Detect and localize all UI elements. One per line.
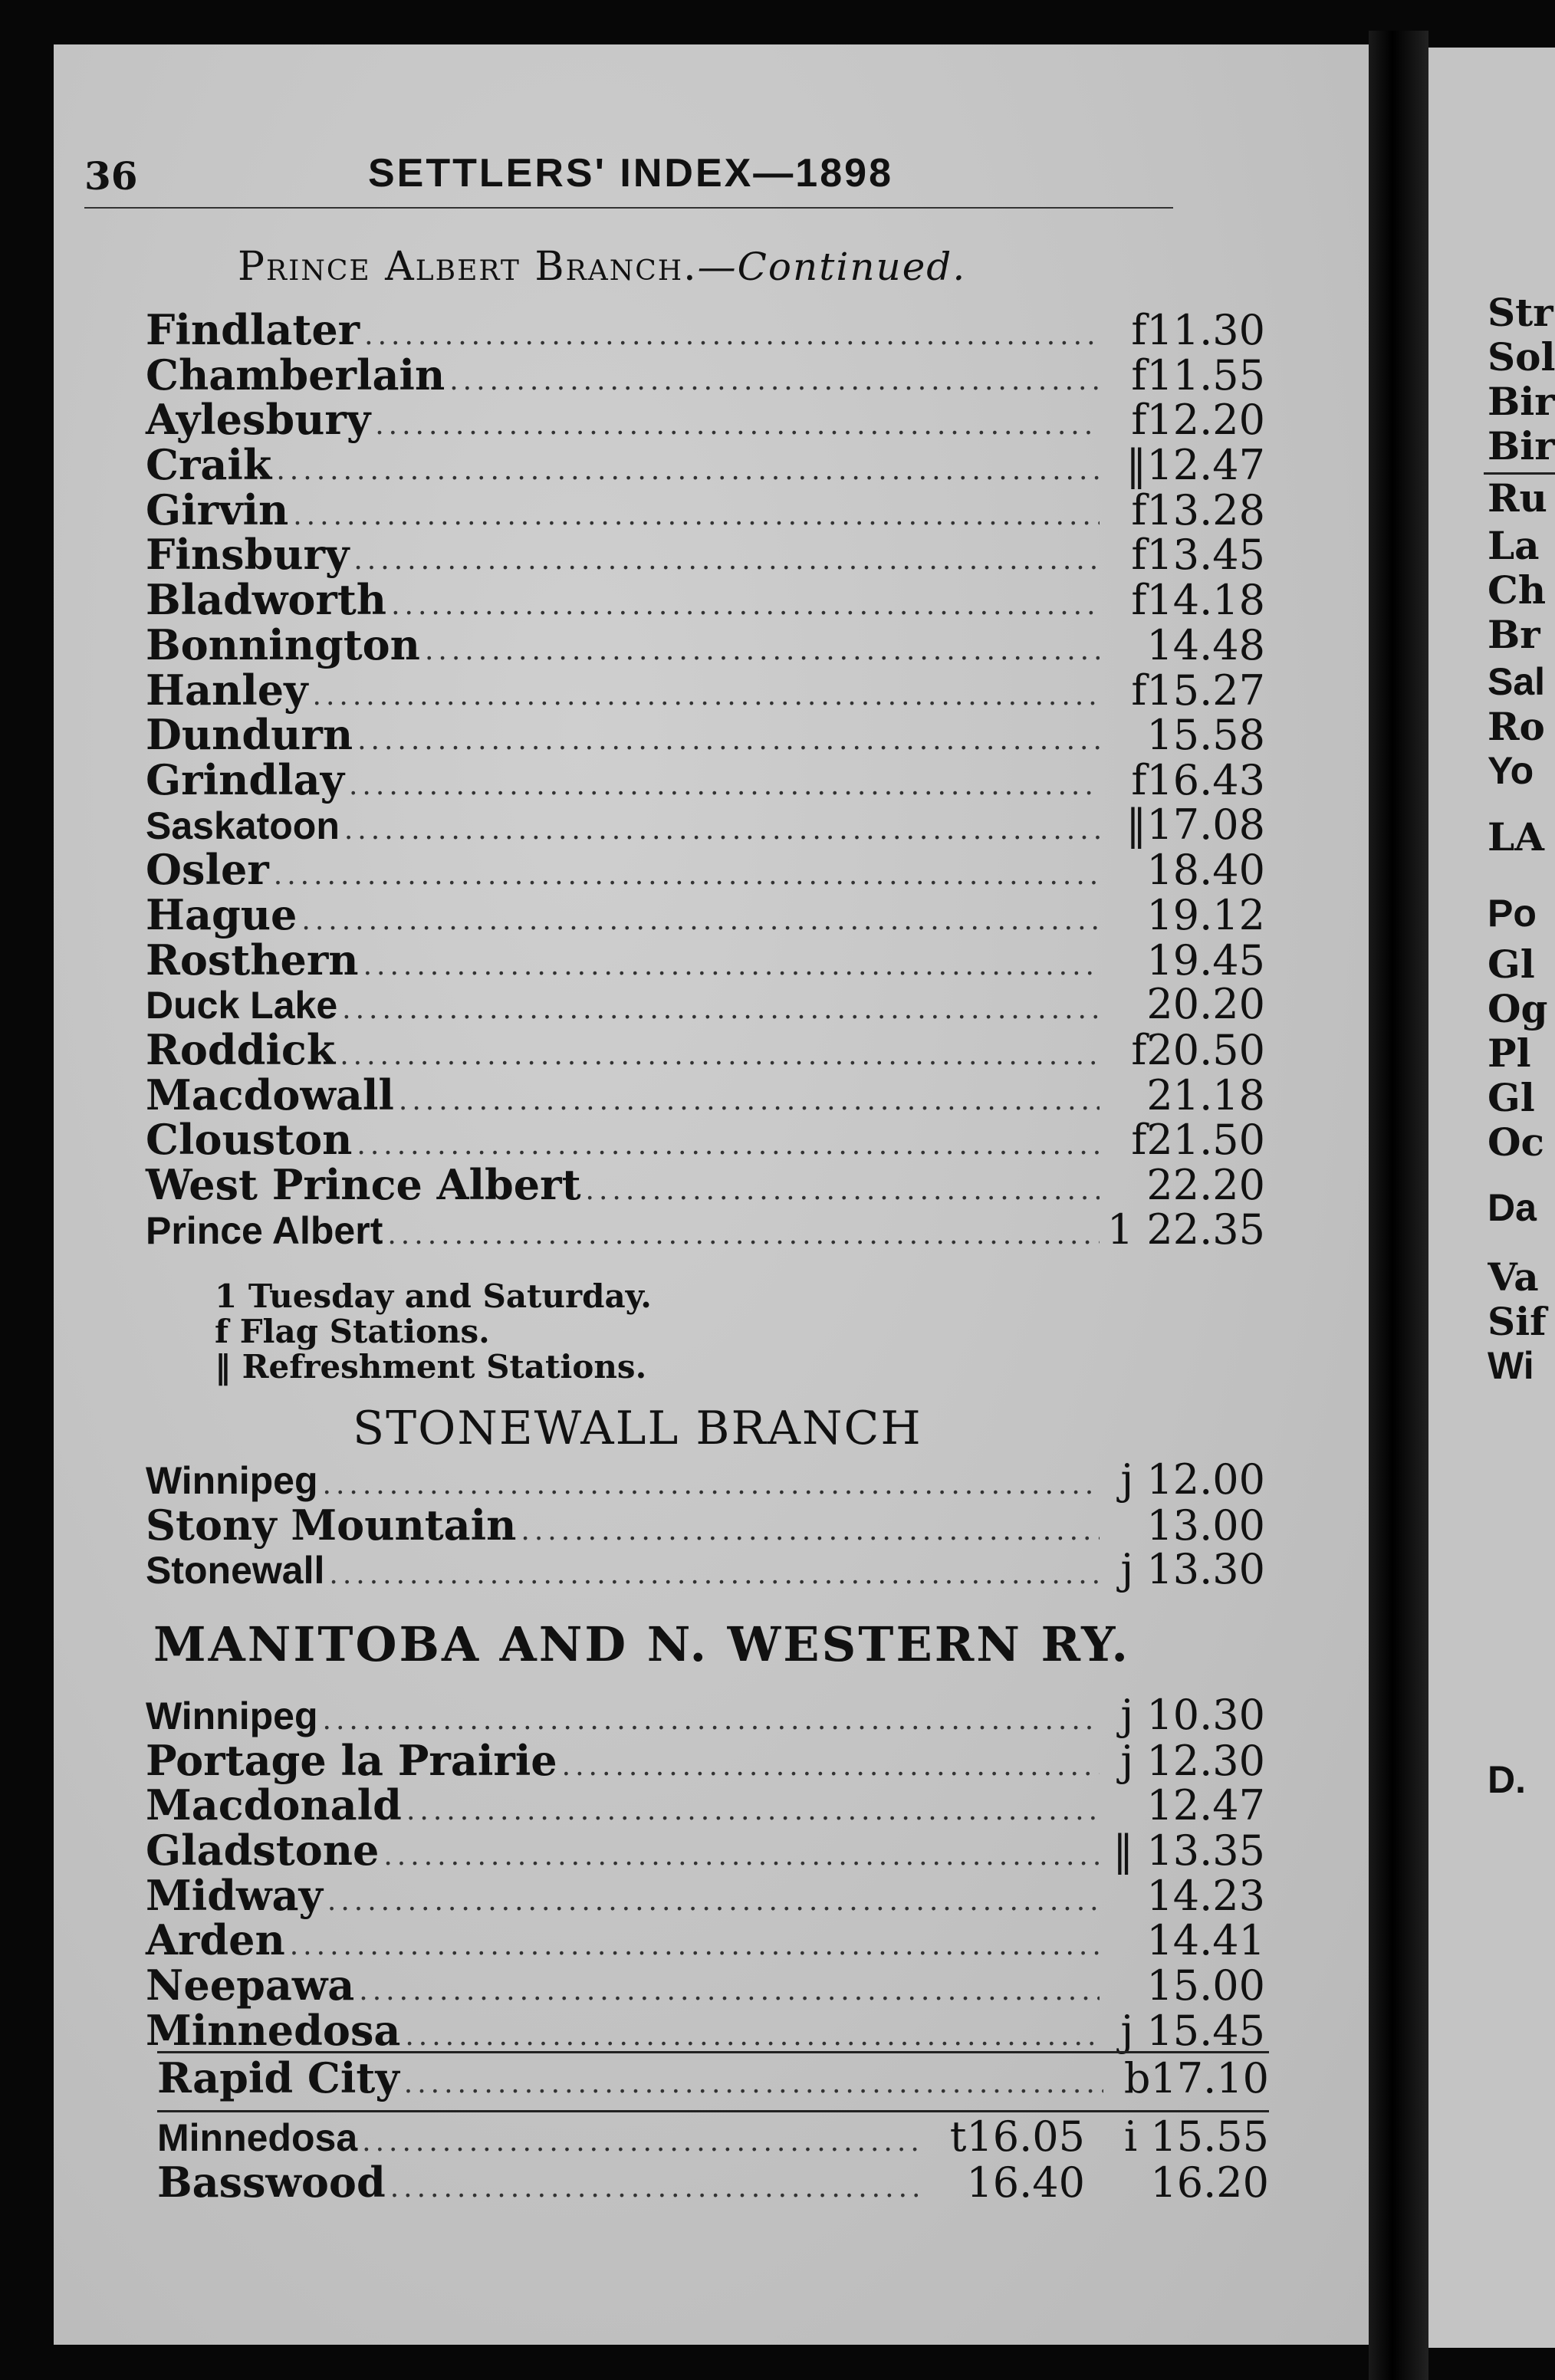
leader-dots — [391, 590, 1100, 621]
leader-dots — [383, 1840, 1100, 1872]
station-time: 14.23 — [1146, 1871, 1265, 1920]
table-row — [146, 1455, 1265, 1504]
stonewall-timetable — [146, 1455, 1265, 1594]
station-name: Bladworth — [146, 575, 387, 625]
station-name: Saskatoon — [146, 804, 340, 847]
prince-albert-title-italic: —Continued. — [697, 245, 967, 289]
table-row — [146, 845, 1265, 895]
station-name: Finsbury — [146, 530, 350, 580]
leader-dots — [357, 725, 1100, 756]
station-time: 1 22.35 — [1106, 1205, 1265, 1254]
station-time: f13.28 — [1131, 485, 1265, 534]
station-name: Prince Albert — [146, 1208, 383, 1252]
table-row — [146, 665, 1265, 715]
table-row — [146, 440, 1265, 490]
leader-dots — [521, 1515, 1100, 1547]
leader-dots — [399, 1085, 1100, 1116]
station-name: Aylesbury — [146, 395, 371, 445]
facing-page-fragment: Br — [1488, 612, 1540, 657]
station-time: j 12.30 — [1120, 1736, 1265, 1785]
station-name: Stony Mountain — [146, 1500, 517, 1550]
manitoba-timetable — [146, 1691, 1265, 2055]
table-row — [157, 2157, 1269, 2207]
table-row — [146, 485, 1265, 534]
station-name: Basswood — [157, 2157, 386, 2207]
leader-dots — [353, 544, 1100, 576]
facing-page-fragment: Da — [1488, 1186, 1537, 1229]
leader-dots — [449, 365, 1100, 396]
station-time: 18.40 — [1146, 846, 1265, 895]
station-time: 15.58 — [1146, 711, 1265, 760]
facing-page-fragment: Pl — [1488, 1031, 1531, 1076]
leader-dots — [323, 1469, 1100, 1501]
station-time: f14.18 — [1131, 576, 1265, 625]
station-name: Osler — [146, 845, 269, 895]
leader-dots — [313, 680, 1100, 712]
station-time: j 10.30 — [1120, 1691, 1265, 1739]
leader-dots — [349, 770, 1100, 801]
table-row — [146, 305, 1265, 354]
prince-albert-title — [238, 244, 966, 290]
facing-page-fragment: Yo — [1488, 749, 1534, 792]
footnote: ‖ Refreshment Stations. — [215, 1348, 647, 1386]
table-row — [157, 2051, 1269, 2102]
station-time: 14.48 — [1146, 620, 1265, 669]
station-name: Grindlay — [146, 754, 344, 804]
station-name: Minnedosa — [146, 2005, 401, 2055]
footnotes — [215, 1279, 652, 1385]
leader-dots — [301, 905, 1100, 936]
table-row — [146, 1160, 1265, 1210]
leader-dots — [363, 950, 1100, 981]
leader-dots — [375, 409, 1100, 441]
leader-dots — [293, 500, 1100, 531]
footnote: f Flag Stations. — [215, 1313, 490, 1350]
facing-page-fragment: Po — [1488, 892, 1537, 935]
leader-dots — [405, 2020, 1100, 2052]
facing-page-fragment: Gl — [1488, 942, 1535, 987]
facing-page-fragment: LA — [1488, 814, 1544, 860]
facing-page-fragment: Oc — [1488, 1119, 1544, 1165]
leader-dots — [425, 635, 1100, 666]
table-row — [146, 935, 1265, 985]
station-name: Clouston — [146, 1115, 353, 1165]
table-row — [146, 710, 1265, 760]
table-row — [146, 754, 1265, 804]
station-time: f15.27 — [1131, 666, 1265, 715]
station-name: Craik — [146, 440, 272, 490]
station-time: 20.20 — [1146, 980, 1265, 1029]
station-name: Dundurn — [146, 710, 353, 760]
table-row — [146, 1025, 1265, 1074]
leader-dots — [327, 1885, 1100, 1917]
leader-dots — [359, 1975, 1100, 2007]
station-time: 19.12 — [1146, 890, 1265, 939]
table-row — [146, 1826, 1265, 1875]
leader-dots — [404, 2068, 1103, 2099]
station-name: Bonnington — [146, 620, 420, 669]
facing-page-fragment: Bir — [1488, 379, 1555, 424]
station-name: Rapid City — [157, 2053, 399, 2102]
station-name: Macdonald — [146, 1780, 402, 1830]
leader-dots — [276, 455, 1100, 486]
table-row — [146, 1780, 1265, 1830]
table-row — [146, 1500, 1265, 1550]
leader-dots — [329, 1559, 1100, 1590]
station-time: b17.10 — [1123, 2054, 1269, 2102]
station-time-b: 16.20 — [1150, 2158, 1269, 2207]
facing-page-fragment: Ro — [1488, 704, 1545, 749]
facing-page-fragment: Str — [1488, 290, 1553, 335]
station-name: Arden — [146, 1915, 285, 1965]
facing-page-fragment: D. — [1488, 1758, 1526, 1801]
station-name: Hague — [146, 889, 298, 939]
station-time: f11.30 — [1131, 306, 1265, 354]
manitoba-title: MANITOBA AND N. WESTERN RY. — [153, 1616, 1130, 1672]
facing-page-fragment: Gl — [1488, 1075, 1535, 1120]
prince-albert-timetable — [146, 305, 1265, 1254]
station-name: Chamberlain — [146, 350, 445, 399]
station-time: 22.20 — [1146, 1161, 1265, 1210]
table-row — [146, 1915, 1265, 1965]
table-row — [146, 980, 1265, 1029]
facing-page-fragment: Ru — [1488, 475, 1547, 521]
station-time: 12.47 — [1146, 1781, 1265, 1830]
leader-dots — [323, 1704, 1100, 1736]
station-name: Neepawa — [146, 1961, 355, 2010]
station-name: Findlater — [146, 305, 360, 354]
stonewall-title: STONEWALL BRANCH — [353, 1402, 922, 1455]
station-time: f13.45 — [1131, 531, 1265, 580]
leader-dots — [290, 1930, 1100, 1961]
facing-page-fragment: Sal — [1488, 660, 1546, 703]
station-name: Stonewall — [146, 1549, 325, 1593]
station-time: j 13.30 — [1120, 1545, 1265, 1594]
facing-page-fragment: Sif — [1488, 1299, 1547, 1344]
leader-dots — [387, 1219, 1100, 1251]
station-name: Macdowall — [146, 1070, 394, 1119]
table-row — [146, 350, 1265, 399]
station-time: j 12.00 — [1120, 1455, 1265, 1504]
station-name: Midway — [146, 1870, 323, 1920]
station-time: 21.18 — [1146, 1070, 1265, 1119]
station-name: Roddick — [146, 1025, 336, 1074]
station-name: Duck Lake — [146, 984, 338, 1027]
minnedosa-basswood-timetable — [157, 2110, 1269, 2207]
station-time-a: 16.40 — [966, 2158, 1085, 2207]
station-name: Gladstone — [146, 1826, 380, 1875]
leader-dots — [357, 1129, 1100, 1161]
station-time: f12.20 — [1131, 396, 1265, 445]
station-name: Minnedosa — [157, 2116, 358, 2159]
station-name: Winnipeg — [146, 1695, 318, 1737]
table-row — [146, 1691, 1265, 1739]
station-name: Girvin — [146, 485, 289, 534]
footnote: 1 Tuesday and Saturday. — [215, 1277, 652, 1315]
table-row — [146, 1115, 1265, 1165]
table-row — [146, 889, 1265, 939]
table-row — [146, 1545, 1265, 1594]
station-time: f21.50 — [1131, 1116, 1265, 1165]
table-row — [146, 2005, 1265, 2055]
station-time-a: t16.05 — [949, 2112, 1085, 2161]
table-row — [146, 1961, 1265, 2010]
leader-dots — [340, 1040, 1100, 1071]
leader-dots — [344, 814, 1100, 846]
station-time: 15.00 — [1146, 1961, 1265, 2010]
running-title: SETTLERS' INDEX—1898 — [368, 151, 893, 196]
header-rule — [84, 207, 1173, 209]
table-row — [146, 1205, 1265, 1254]
station-time: ‖17.08 — [1126, 800, 1265, 849]
leader-dots — [274, 860, 1100, 891]
prince-albert-title-caps: Prince Albert Branch. — [238, 244, 698, 290]
facing-page-fragment: Bir — [1488, 423, 1555, 468]
table-row — [146, 800, 1265, 849]
leader-dots — [390, 2172, 919, 2204]
leader-dots — [562, 1750, 1100, 1782]
station-time: 13.00 — [1146, 1501, 1265, 1550]
table-row — [146, 1870, 1265, 1920]
facing-page-fragment: Wi — [1488, 1344, 1534, 1387]
table-row — [146, 1070, 1265, 1119]
table-row — [146, 395, 1265, 445]
station-time: j 15.45 — [1120, 2006, 1265, 2055]
station-time: f16.43 — [1131, 755, 1265, 804]
facing-page-fragment: Va — [1488, 1254, 1539, 1300]
leader-dots — [364, 320, 1100, 351]
station-name: Hanley — [146, 665, 308, 715]
table-row — [146, 575, 1265, 625]
book-gutter — [1369, 31, 1428, 2380]
facing-rule — [1484, 472, 1555, 475]
station-name: Portage la Prairie — [146, 1735, 557, 1785]
page-header — [84, 106, 1219, 199]
station-time: f20.50 — [1131, 1026, 1265, 1074]
table-row — [157, 2112, 1269, 2161]
leader-dots — [362, 2126, 919, 2158]
station-time: ‖ 13.35 — [1113, 1826, 1265, 1875]
station-time: 19.45 — [1146, 935, 1265, 985]
leader-dots — [406, 1795, 1100, 1826]
table-row — [146, 620, 1265, 669]
rapid-city-block — [157, 2051, 1269, 2102]
table-row — [146, 1735, 1265, 1785]
leader-dots — [586, 1175, 1100, 1206]
station-name: West Prince Albert — [146, 1160, 581, 1210]
station-time: ‖12.47 — [1126, 441, 1265, 490]
station-time: f11.55 — [1131, 350, 1265, 399]
station-name: Winnipeg — [146, 1459, 318, 1502]
facing-page-fragment: Sol — [1488, 334, 1555, 380]
station-name: Rosthern — [146, 935, 359, 985]
facing-page-fragment: Ch — [1488, 567, 1547, 613]
facing-page-fragment: Og — [1488, 986, 1548, 1031]
station-time: 14.41 — [1146, 1916, 1265, 1965]
table-row — [146, 530, 1265, 580]
station-time-b: i 15.55 — [1123, 2112, 1269, 2161]
leader-dots — [342, 994, 1100, 1025]
facing-page-fragment: La — [1488, 523, 1540, 568]
page-number: 36 — [84, 153, 138, 199]
